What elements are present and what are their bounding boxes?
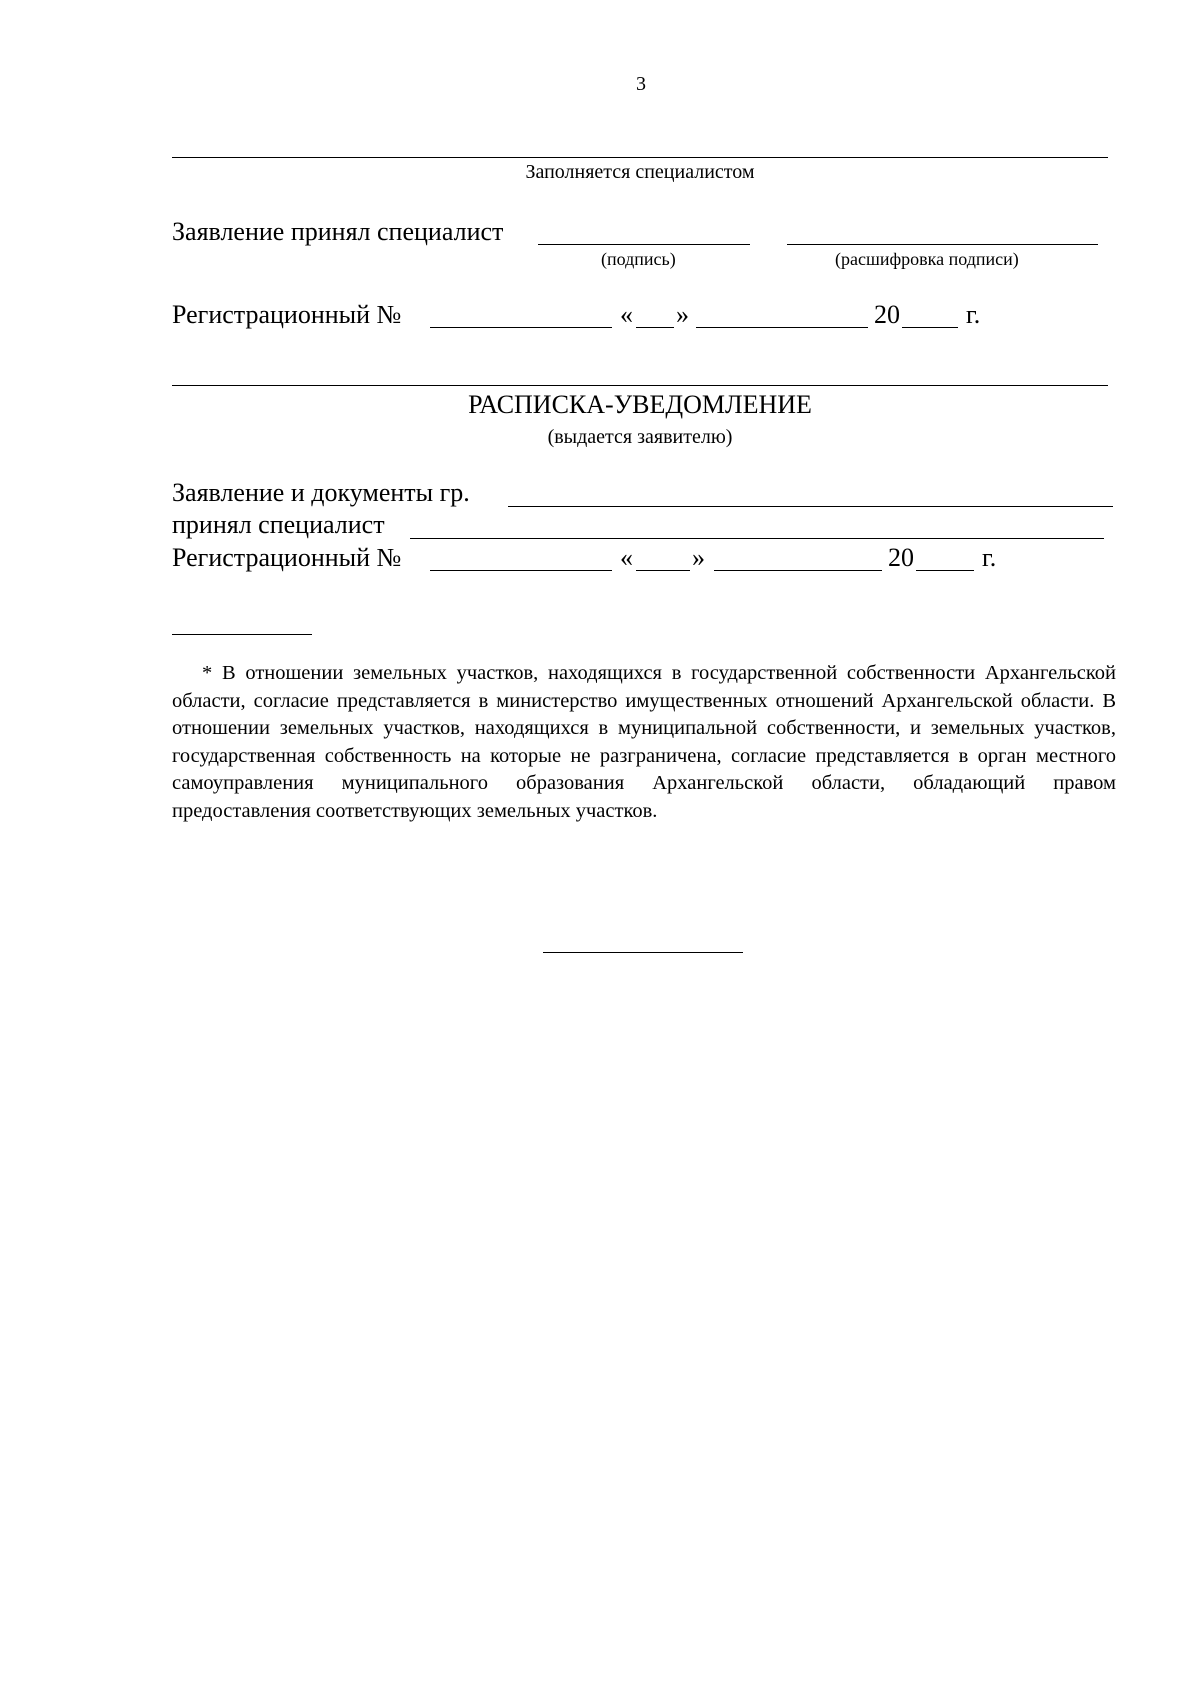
receipt-day-open-quote: « <box>620 543 633 572</box>
registration-number-label: Регистрационный № <box>172 300 402 329</box>
signature-decoding-field[interactable] <box>787 244 1098 245</box>
signature-field[interactable] <box>538 244 750 245</box>
receipt-month-field[interactable] <box>714 570 882 571</box>
day-close-quote: » <box>676 300 689 329</box>
receipt-divider <box>172 385 1108 386</box>
receipt-year-prefix: 20 <box>888 543 914 572</box>
receipt-registration-number-field[interactable] <box>430 570 612 571</box>
day-field[interactable] <box>636 327 674 328</box>
accepted-by-specialist-label: Заявление принял специалист <box>172 217 504 246</box>
documents-from-label: Заявление и документы гр. <box>172 478 470 507</box>
signature-decoding-caption: (расшифровка подписи) <box>835 249 1019 269</box>
receipt-specialist-field[interactable] <box>410 538 1104 539</box>
year-field[interactable] <box>902 327 958 328</box>
month-field[interactable] <box>696 327 868 328</box>
end-of-document-line <box>543 952 743 953</box>
receipt-day-close-quote: » <box>692 543 705 572</box>
year-prefix: 20 <box>874 300 900 329</box>
receipt-day-field[interactable] <box>636 570 690 571</box>
specialist-section-heading: Заполняется специалистом <box>525 161 755 183</box>
year-suffix: г. <box>966 300 981 329</box>
registration-number-field[interactable] <box>430 327 612 328</box>
signature-caption: (подпись) <box>601 249 676 269</box>
footnote-text: * В отношении земельных участков, находящихся в государственной собственности Архангельской области, согласие представляется в министерство имущественных отношений Архангельской области. В отношении земельных участков, находящихся в муниципальной собственности, и земельных участков, государственная собственность на которые не разграничена, согласие представляется в орган местного самоуправления муниципального образования Архангельской области, обладающий правом предоставления соответствующих земельных участков. <box>172 662 1116 822</box>
receipt-year-suffix: г. <box>982 543 997 572</box>
section-divider <box>172 157 1108 158</box>
receipt-title: РАСПИСКА-УВЕДОМЛЕНИЕ <box>468 390 812 419</box>
receipt-registration-label: Регистрационный № <box>172 543 402 572</box>
footnote-separator <box>172 634 312 635</box>
receipt-accepted-label: принял специалист <box>172 510 385 539</box>
receipt-subtitle: (выдается заявителю) <box>547 426 733 448</box>
applicant-name-field[interactable] <box>508 506 1113 507</box>
receipt-year-field[interactable] <box>916 570 974 571</box>
day-open-quote: « <box>620 300 633 329</box>
page-number: 3 <box>636 73 646 95</box>
